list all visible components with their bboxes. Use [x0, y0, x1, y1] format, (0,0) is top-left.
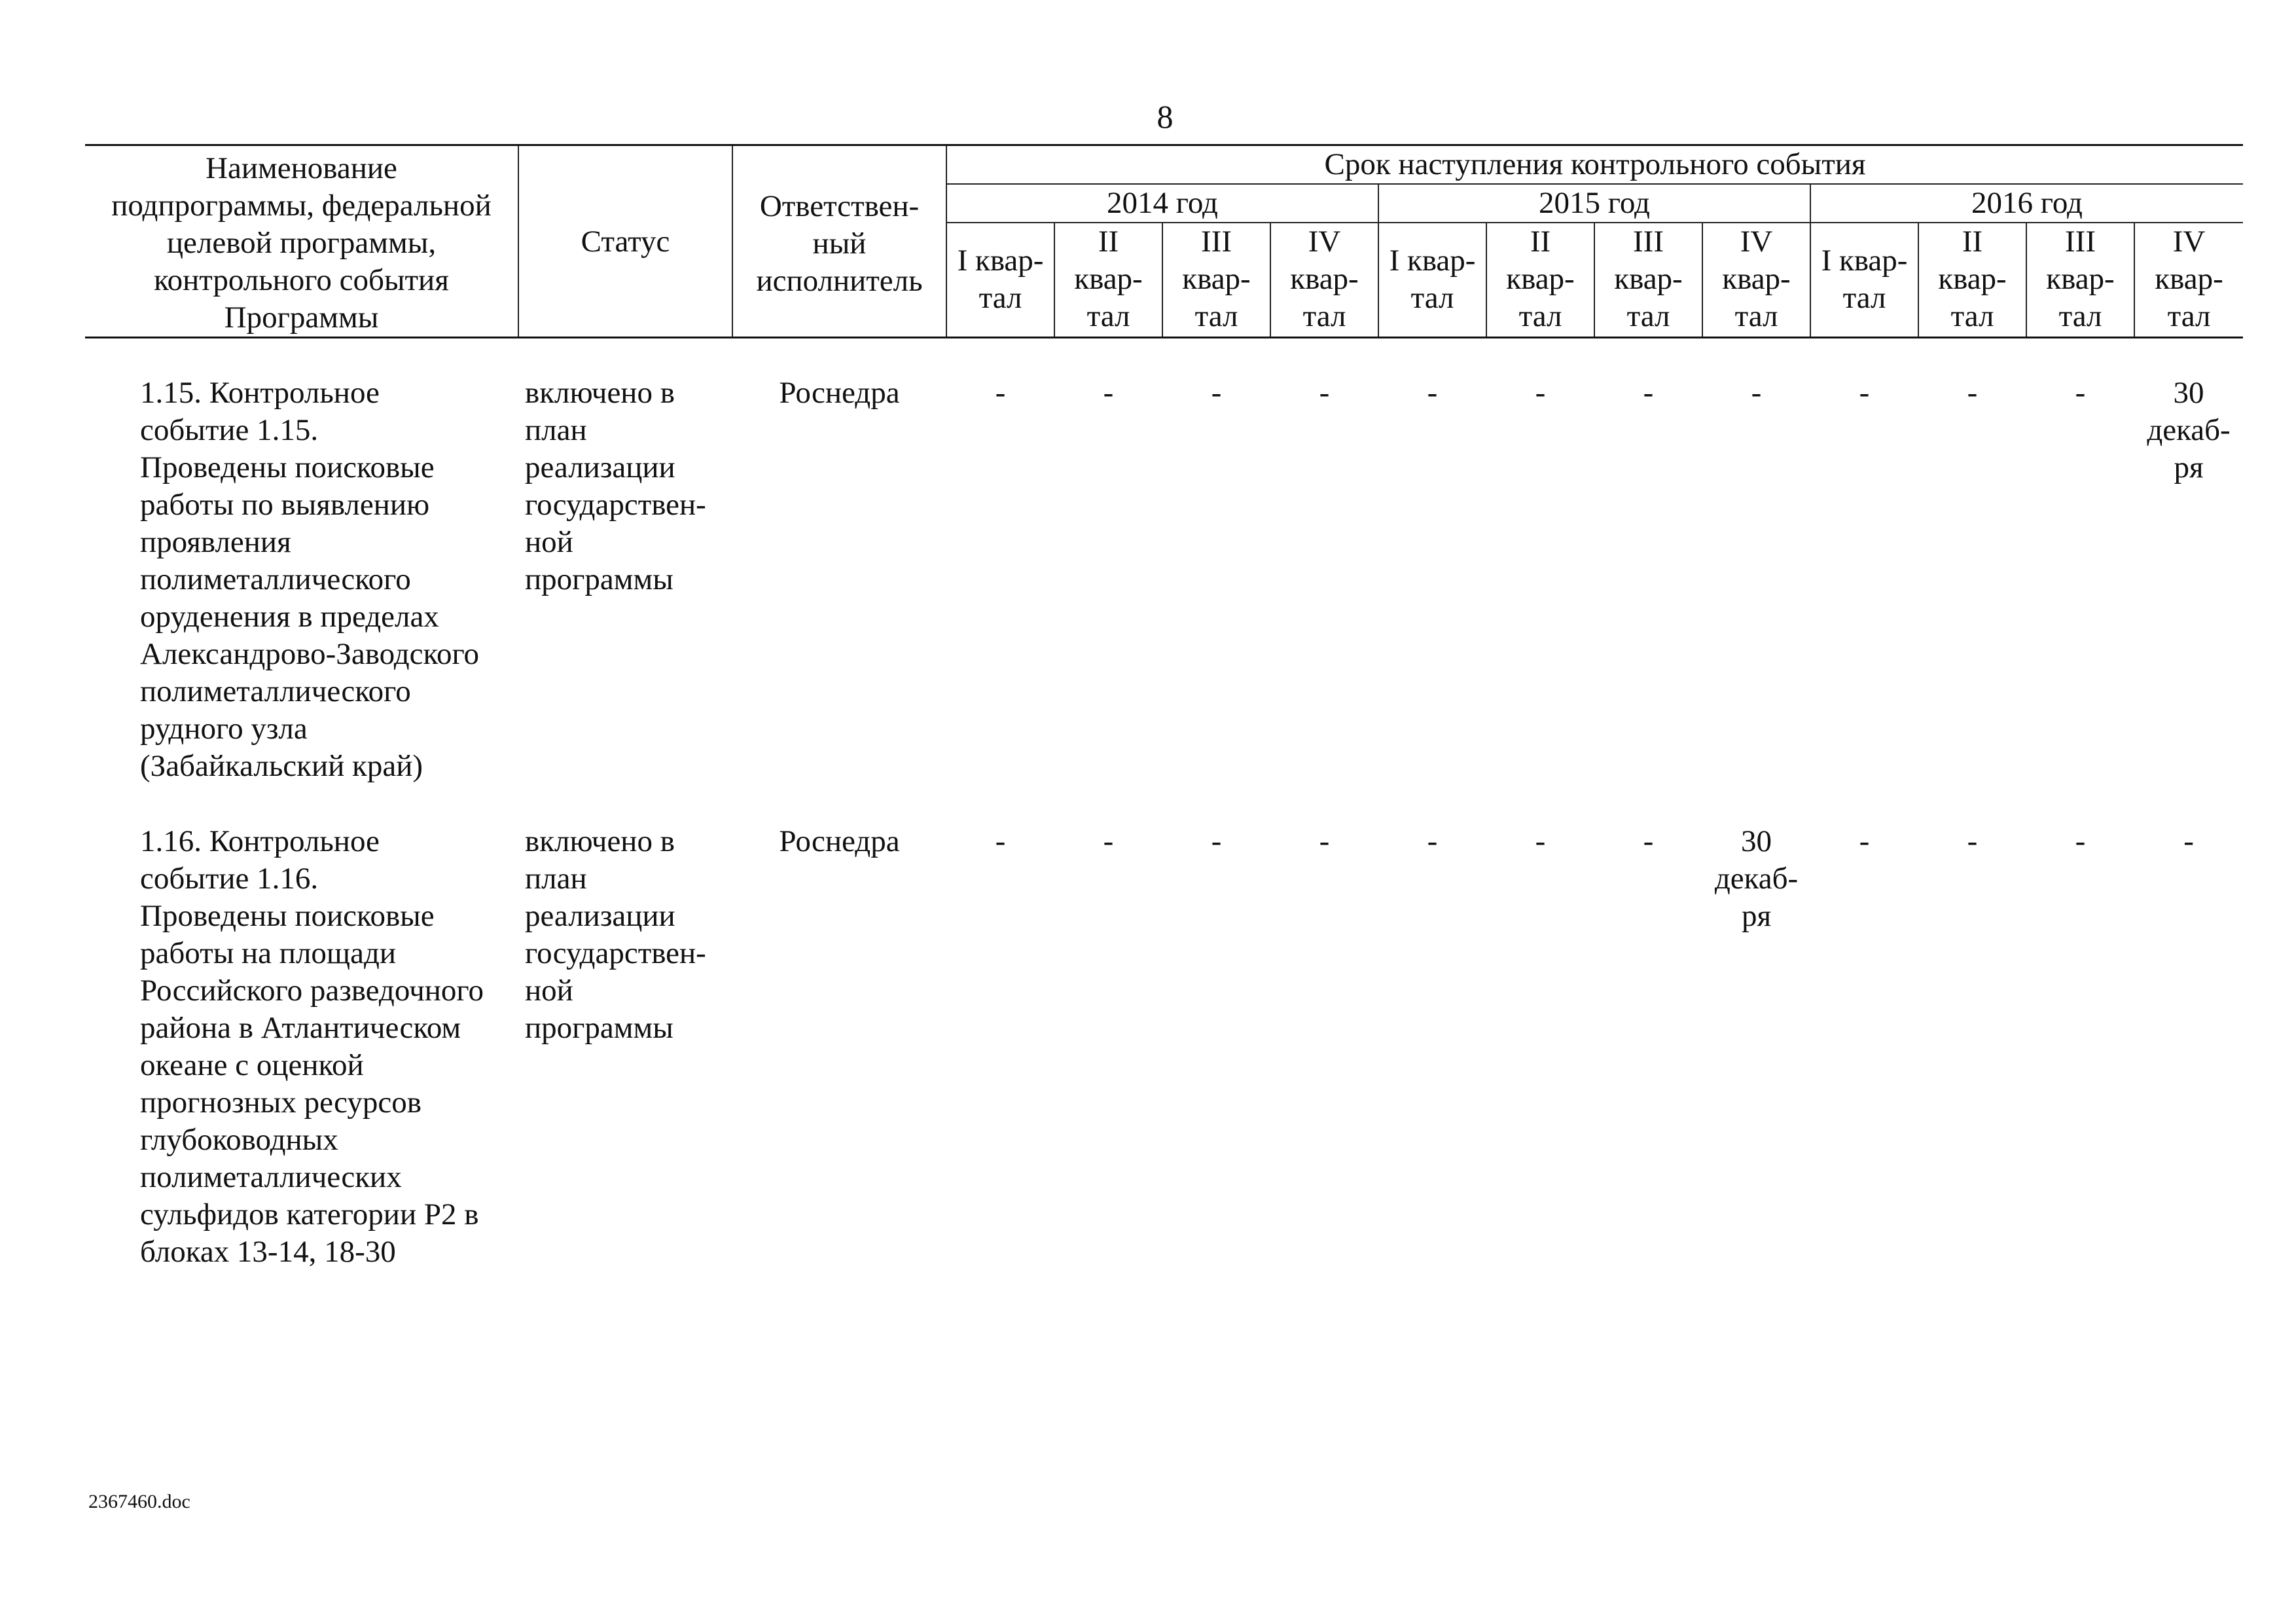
page-number: 8	[1157, 98, 1174, 135]
header-quarter	[1702, 223, 1810, 338]
header-deadline-group: Срок наступления контрольного события	[946, 145, 2243, 185]
header-quarter	[946, 223, 1054, 338]
header-quarter-line: II	[1098, 224, 1119, 259]
quarter-mark-cell	[1810, 785, 1918, 1271]
quarter-mark-cell	[1810, 338, 1918, 786]
header-quarter-line: квар-	[1938, 261, 2007, 296]
quarter-mark-cell	[1270, 785, 1378, 1271]
header-quarter-line: тал	[978, 281, 1022, 316]
quarter-mark-cell	[1702, 785, 1810, 1271]
event-name-line: Проведены поисковые	[140, 899, 435, 933]
quarter-mark-cell	[1378, 338, 1486, 786]
quarter-mark-text: ря	[2174, 450, 2204, 484]
quarter-mark-text: -	[2075, 376, 2086, 410]
header-responsible-line: исполнитель	[756, 264, 923, 298]
quarter-mark-text: декаб-	[1714, 862, 1799, 896]
header-quarter-line: III	[1201, 224, 1232, 259]
quarter-mark-cell	[1162, 338, 1270, 786]
header-quarter-line: III	[2065, 224, 2096, 259]
status-line: государствен-	[525, 488, 706, 522]
quarter-mark-cell	[2026, 338, 2134, 786]
quarter-mark-text: -	[1859, 824, 1870, 858]
event-name-line: прогнозных ресурсов	[140, 1085, 422, 1120]
event-name-line: (Забайкальский край)	[140, 749, 423, 783]
header-quarter-line: IV	[2172, 224, 2206, 259]
event-name-line: Российского разведочного	[140, 974, 484, 1008]
header-quarter-line: квар-	[2155, 261, 2223, 296]
quarter-mark-text: ря	[1741, 899, 1772, 933]
header-quarter	[2026, 223, 2134, 338]
event-name-line: Проведены поисковые	[140, 450, 435, 484]
quarter-mark-cell	[1918, 785, 2026, 1271]
responsible-cell: Роснедра	[779, 824, 900, 858]
quarter-mark-cell	[2026, 785, 2134, 1271]
header-quarter-line: I квар-	[1389, 244, 1476, 278]
event-name-line: полиметаллических	[140, 1160, 402, 1194]
quarter-mark-cell	[2134, 785, 2243, 1271]
status-line: план	[525, 862, 587, 896]
quarter-mark-cell	[2134, 338, 2243, 786]
header-quarter	[1810, 223, 1918, 338]
header-quarter-line: тал	[1410, 281, 1454, 316]
status-line: программы	[525, 1011, 673, 1045]
header-name-line: контрольного события	[154, 263, 449, 297]
header-quarter-line: квар-	[1182, 261, 1251, 296]
event-name-line: полиметаллического	[140, 674, 411, 708]
event-name-line: глубоководных	[140, 1123, 338, 1157]
table-row	[85, 785, 2243, 1271]
header-quarter-line: тал	[1626, 299, 1670, 333]
quarter-mark-text: -	[1751, 376, 1762, 410]
header-name-line: целевой программы,	[166, 226, 437, 260]
quarter-mark-text: -	[1967, 376, 1978, 410]
quarter-mark-text: 30	[1741, 824, 1772, 858]
event-name-line: событие 1.16.	[140, 862, 319, 896]
quarter-mark-text: 30	[2173, 376, 2204, 410]
header-quarter	[2134, 223, 2243, 338]
quarter-mark-text: -	[1103, 376, 1114, 410]
quarter-mark-text: -	[995, 824, 1006, 858]
status-line: включено в	[525, 376, 675, 410]
quarter-mark-text: -	[995, 376, 1006, 410]
header-quarter	[1162, 223, 1270, 338]
header-quarter-line: тал	[1518, 299, 1562, 333]
event-name-line: полиметаллического	[140, 562, 411, 596]
header-quarter-line: II	[1530, 224, 1551, 259]
control-events-table	[85, 144, 2243, 1271]
status-cell	[518, 785, 732, 1271]
status-line: ной	[525, 525, 573, 559]
table-row	[85, 338, 2243, 786]
quarter-mark-text: -	[1643, 824, 1654, 858]
event-name-line: проявления	[140, 525, 291, 559]
header-quarter-line: I квар-	[957, 244, 1044, 278]
quarter-mark-text: декаб-	[2147, 413, 2231, 447]
status-line: государствен-	[525, 936, 706, 970]
quarter-mark-cell	[1918, 338, 2026, 786]
quarter-mark-text: -	[1427, 376, 1438, 410]
header-quarter-line: тал	[2167, 299, 2211, 333]
status-cell	[518, 338, 732, 786]
header-quarter-line: тал	[1302, 299, 1346, 333]
header-status-label: Статус	[581, 225, 670, 259]
quarter-mark-text: -	[1643, 376, 1654, 410]
status-line: ной	[525, 974, 573, 1008]
quarter-mark-text: -	[1535, 376, 1546, 410]
responsible-cell: Роснедра	[779, 376, 900, 410]
quarter-mark-cell	[946, 338, 1054, 786]
header-year-2014: 2014 год	[946, 184, 1378, 222]
header-quarter-line: IV	[1740, 224, 1773, 259]
event-name-line: работы по выявлению	[140, 488, 430, 522]
header-quarter	[1594, 223, 1702, 338]
header-quarter-line: тал	[1194, 299, 1238, 333]
event-name-line: оруденения в пределах	[140, 600, 439, 634]
quarter-mark-text: -	[1211, 376, 1222, 410]
quarter-mark-cell	[946, 785, 1054, 1271]
header-quarter-line: тал	[1842, 281, 1886, 316]
quarter-mark-cell	[1054, 785, 1162, 1271]
header-quarter	[1486, 223, 1594, 338]
header-quarter-line: II	[1962, 224, 1983, 259]
event-name-line: блоках 13-14, 18-30	[140, 1235, 396, 1269]
table-header	[85, 145, 2243, 338]
event-name-line: 1.16. Контрольное	[140, 824, 380, 858]
header-quarter-line: тал	[1950, 299, 1994, 333]
header-responsible-line: ный	[812, 227, 867, 261]
header-responsible-line: Ответствен-	[759, 189, 920, 223]
header-quarter-line: квар-	[1074, 261, 1143, 296]
header-name-line: Программы	[224, 301, 379, 335]
header-quarter-line: квар-	[1290, 261, 1359, 296]
status-line: включено в	[525, 824, 675, 858]
header-quarter-line: квар-	[1614, 261, 1683, 296]
header-responsible-column	[732, 145, 946, 338]
event-name-line: событие 1.15.	[140, 413, 319, 447]
quarter-mark-cell	[1594, 785, 1702, 1271]
header-quarter-line: тал	[1086, 299, 1130, 333]
header-quarter-line: тал	[2058, 299, 2102, 333]
quarter-mark-cell	[1162, 785, 1270, 1271]
quarter-mark-cell	[1594, 338, 1702, 786]
event-name-line: работы на площади	[140, 936, 397, 970]
quarter-mark-cell	[1054, 338, 1162, 786]
quarter-mark-cell	[1486, 785, 1594, 1271]
quarter-mark-text: -	[1319, 824, 1330, 858]
header-name-line: Наименование	[206, 151, 397, 185]
quarter-mark-cell	[1270, 338, 1378, 786]
header-status-column	[518, 145, 732, 338]
header-quarter	[1270, 223, 1378, 338]
event-name-line: океане с оценкой	[140, 1048, 364, 1082]
header-name-column	[85, 145, 518, 338]
event-name-line: района в Атлантическом	[140, 1011, 461, 1045]
document-id: 2367460.doc	[88, 1491, 190, 1512]
table-body	[85, 338, 2243, 1271]
quarter-mark-cell	[1702, 338, 1810, 786]
event-name-line: сульфидов категории Р2 в	[140, 1197, 479, 1231]
quarter-mark-text: -	[1319, 376, 1330, 410]
event-name-line: 1.15. Контрольное	[140, 376, 380, 410]
status-line: программы	[525, 562, 673, 596]
event-name-line: рудного узла	[140, 712, 308, 746]
header-quarter	[1378, 223, 1486, 338]
quarter-mark-text: -	[1103, 824, 1114, 858]
header-quarter-line: тал	[1734, 299, 1778, 333]
quarter-mark-text: -	[1211, 824, 1222, 858]
quarter-mark-cell	[1378, 785, 1486, 1271]
header-quarter	[1918, 223, 2026, 338]
header-year-2015: 2015 год	[1378, 184, 1810, 222]
event-name-line: Александрово-Заводского	[140, 637, 480, 671]
header-quarter-line: квар-	[1506, 261, 1575, 296]
header-quarter-line: IV	[1308, 224, 1341, 259]
header-quarter	[1054, 223, 1162, 338]
header-name-line: подпрограммы, федеральной	[111, 189, 492, 223]
status-line: план	[525, 413, 587, 447]
event-name-cell	[85, 338, 518, 786]
header-quarter-line: квар-	[2046, 261, 2115, 296]
header-quarter-line: III	[1633, 224, 1664, 259]
quarter-mark-text: -	[1967, 824, 1978, 858]
quarter-mark-text: -	[1535, 824, 1546, 858]
quarter-mark-text: -	[2183, 824, 2194, 858]
header-year-2016: 2016 год	[1810, 184, 2243, 222]
status-line: реализации	[525, 899, 675, 933]
header-quarter-line: квар-	[1722, 261, 1791, 296]
quarter-mark-text: -	[1427, 824, 1438, 858]
quarter-mark-cell	[1486, 338, 1594, 786]
quarter-mark-text: -	[2075, 824, 2086, 858]
status-line: реализации	[525, 450, 675, 484]
event-name-cell	[85, 785, 518, 1271]
header-quarter-line: I квар-	[1821, 244, 1908, 278]
quarter-mark-text: -	[1859, 376, 1870, 410]
